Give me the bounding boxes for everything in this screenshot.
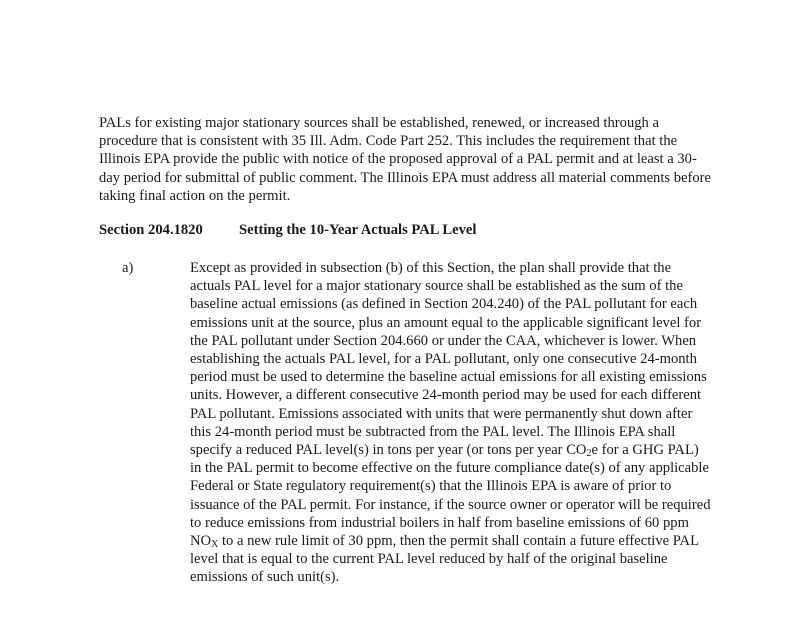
subsection-text-part1: Except as provided in subsection (b) of this Section, the plan shall provide that the actuals PAL level for a major stationary source shall be established as the sum of the baseline actual emissions (as defined in Section 204.240) of the PAL pollutant for each emissions unit at the source, plus an amount equal to the applicable significant level for the PAL pollutant under Section 204.660 or under the CAA, whichever is lower. When establishing the actuals PAL level, for a PAL pollutant, only one consecutive 24-month period must be used to determine the baseline actual emissions for all existing emissions units. However, a different consecutive 24-month period may be used for each different PAL pollutant. Emissions associated with units that were permanently shut down after this 24-month period must be subtracted from the PAL level. The Illinois EPA shall specify a reduced PAL level(s) in tons per year (or tons per year CO xyxy=(190,260,707,459)
section-heading xyxy=(99,221,476,239)
subsection-label: a) xyxy=(122,260,134,276)
section-title: Setting the 10-Year Actuals PAL Level xyxy=(239,222,477,238)
subscript-nox: X xyxy=(211,539,219,551)
subsection-body xyxy=(190,259,712,587)
intro-paragraph: PALs for existing major stationary sources shall be established, renewed, or increased through a procedure that is consistent with 35 Ill. Adm. Code Part 252. This includes the requirement that the Illinois EPA provide the public with notice of the proposed approval of a PAL permit and at least a 30-day period for submittal of public comment. The Illinois EPA must address all material comments before taking final action on the permit. xyxy=(99,115,712,204)
subscript-co2: 2 xyxy=(586,448,592,460)
section-number: Section 204.1820 xyxy=(99,222,203,238)
subsection-text-part2: e for a GHG PAL) in the PAL permit to become effective on the future compliance date(s) of any applicable Federal or State regulatory requirement(s) that the Illinois EPA is aware of prior to issuance of the PAL permit. For instance, if the source owner or operator will be required to reduce emissions from industrial boilers in half from baseline emissions of 60 ppm NO xyxy=(190,442,711,550)
subsection-text-part3: to a new rule limit of 30 ppm, then the permit shall contain a future effective PAL level that is equal to the current PAL level reduced by half of the original baseline emissions of such unit(s). xyxy=(190,533,699,586)
